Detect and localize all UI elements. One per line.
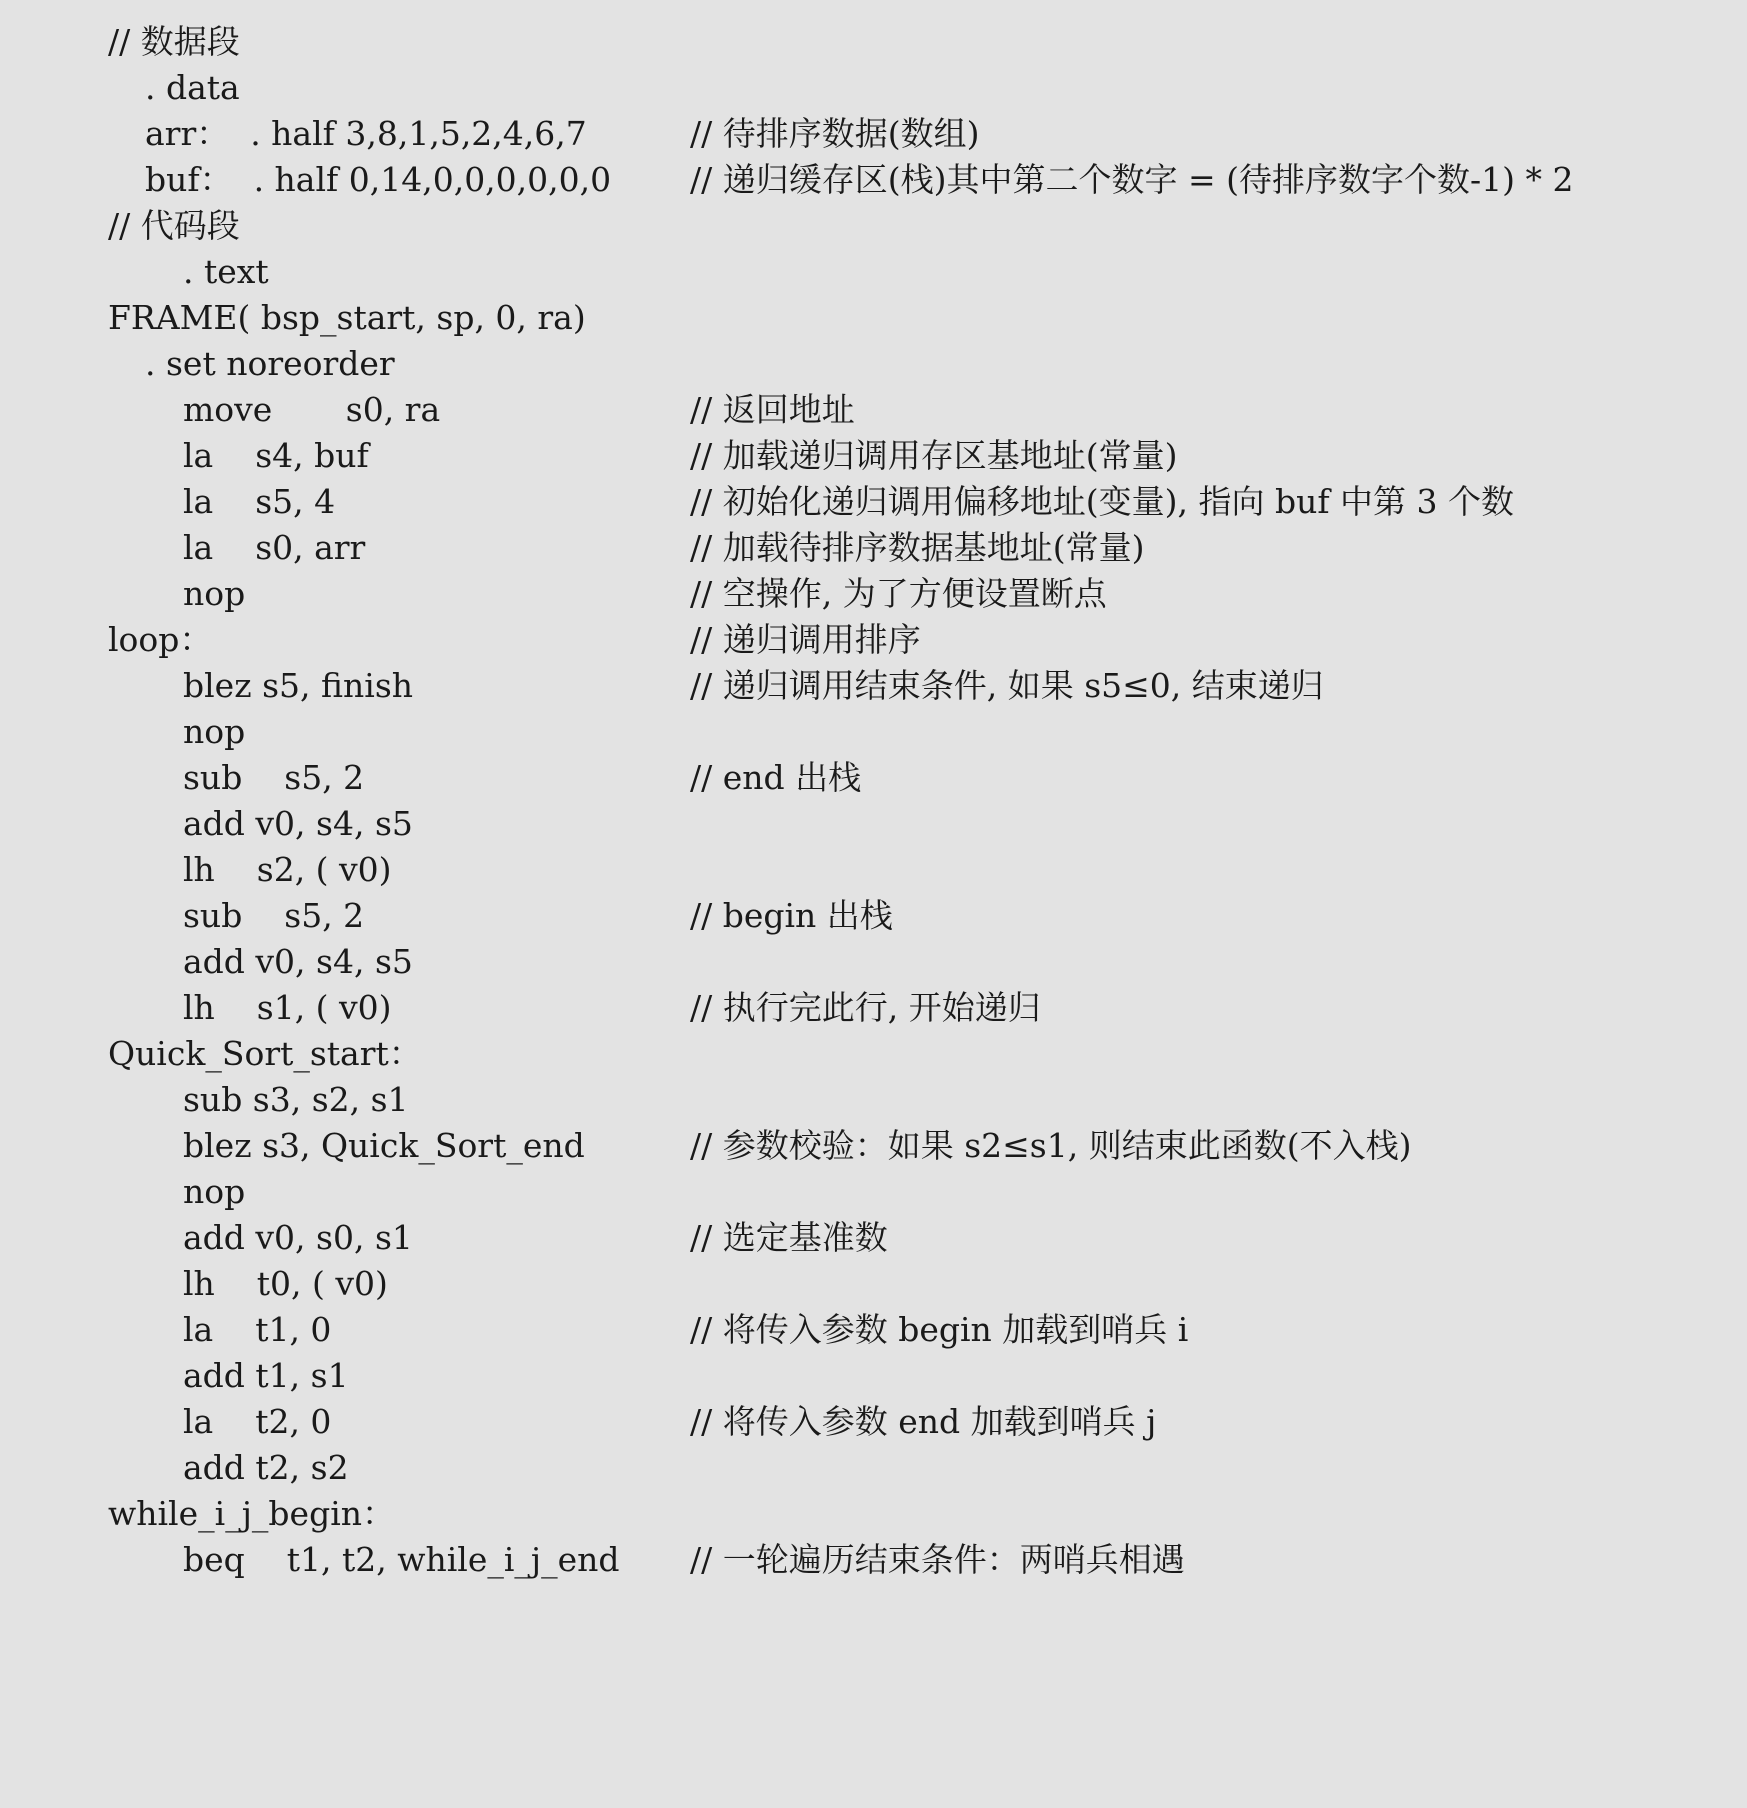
code-line	[0, 430, 1747, 482]
code-line	[0, 1120, 1747, 1172]
code-comment: // 加载待排序数据基地址(常量)	[690, 528, 1145, 567]
code-line	[0, 1166, 1747, 1218]
code-line	[0, 154, 1747, 206]
code-comment: // 空操作, 为了方便设置断点	[690, 574, 1107, 613]
code-text: blez s3, Quick_Sort_end	[183, 1126, 585, 1165]
code-comment: // begin 出栈	[690, 896, 893, 935]
code-line	[0, 522, 1747, 574]
code-text: add v0, s0, s1	[183, 1218, 413, 1257]
code-comment: // 递归调用排序	[690, 620, 921, 659]
code-text: nop	[183, 574, 246, 613]
code-line	[0, 706, 1747, 758]
code-comment: // 待排序数据(数组)	[690, 114, 980, 153]
code-comment: // 参数校验：如果 s2≤s1, 则结束此函数(不入栈)	[690, 1126, 1412, 1165]
code-line	[0, 1488, 1747, 1540]
code-line	[0, 476, 1747, 528]
code-line	[0, 568, 1747, 620]
code-line	[0, 1258, 1747, 1310]
code-line	[0, 798, 1747, 850]
code-line	[0, 1442, 1747, 1494]
code-text: move s0, ra	[183, 390, 441, 429]
code-comment: // 一轮遍历结束条件：两哨兵相遇	[690, 1540, 1185, 1579]
code-text: add t2, s2	[183, 1448, 349, 1487]
code-text: sub s3, s2, s1	[183, 1080, 409, 1119]
code-line	[0, 1304, 1747, 1356]
code-line	[0, 936, 1747, 988]
code-text: nop	[183, 712, 246, 751]
code-line	[0, 982, 1747, 1034]
code-comment: // end 出栈	[690, 758, 862, 797]
code-line	[0, 1396, 1747, 1448]
code-text: la t2, 0	[183, 1402, 332, 1441]
code-text: arr： . half 3,8,1,5,2,4,6,7	[145, 114, 587, 153]
code-text: sub s5, 2	[183, 896, 365, 935]
code-text: blez s5, finish	[183, 666, 414, 705]
code-comment: // 加载递归调用存区基地址(常量)	[690, 436, 1178, 475]
code-text: // 代码段	[108, 206, 240, 245]
code-line	[0, 200, 1747, 252]
code-text: loop：	[108, 620, 213, 659]
code-line	[0, 62, 1747, 114]
code-text: add v0, s4, s5	[183, 942, 413, 981]
code-comment: // 递归缓存区(栈)其中第二个数字 = (待排序数字个数-1) * 2	[690, 160, 1574, 199]
code-line	[0, 1534, 1747, 1586]
code-comment: // 执行完此行, 开始递归	[690, 988, 1041, 1027]
code-line	[0, 246, 1747, 298]
code-text: add v0, s4, s5	[183, 804, 413, 843]
code-text: la s0, arr	[183, 528, 366, 567]
code-line	[0, 1028, 1747, 1080]
code-comment: // 返回地址	[690, 390, 855, 429]
code-line	[0, 1212, 1747, 1264]
code-text: beq t1, t2, while_i_j_end	[183, 1540, 620, 1579]
code-text: . data	[145, 68, 240, 107]
code-line	[0, 338, 1747, 390]
code-line	[0, 16, 1747, 68]
code-line	[0, 108, 1747, 160]
code-comment: // 初始化递归调用偏移地址(变量), 指向 buf 中第 3 个数	[690, 482, 1515, 521]
code-text: while_i_j_begin：	[108, 1494, 396, 1533]
code-text: buf： . half 0,14,0,0,0,0,0,0	[145, 160, 612, 199]
code-line	[0, 292, 1747, 344]
code-text: add t1, s1	[183, 1356, 349, 1395]
code-text: lh s1, ( v0)	[183, 988, 392, 1027]
code-text: . text	[183, 252, 269, 291]
code-comment: // 将传入参数 begin 加载到哨兵 i	[690, 1310, 1189, 1349]
code-text: Quick_Sort_start：	[108, 1034, 422, 1073]
code-text: la t1, 0	[183, 1310, 332, 1349]
code-line	[0, 660, 1747, 712]
code-text: . set noreorder	[145, 344, 395, 383]
code-text: // 数据段	[108, 22, 240, 61]
code-text: sub s5, 2	[183, 758, 365, 797]
code-line	[0, 1350, 1747, 1402]
code-text: la s4, buf	[183, 436, 369, 475]
code-line	[0, 752, 1747, 804]
code-text: lh s2, ( v0)	[183, 850, 392, 889]
code-text: FRAME( bsp_start, sp, 0, ra)	[108, 298, 586, 337]
code-line	[0, 614, 1747, 666]
code-comment: // 选定基准数	[690, 1218, 888, 1257]
code-text: la s5, 4	[183, 482, 336, 521]
code-line	[0, 384, 1747, 436]
code-line	[0, 890, 1747, 942]
code-line	[0, 844, 1747, 896]
code-comment: // 将传入参数 end 加载到哨兵 j	[690, 1402, 1157, 1441]
code-text: nop	[183, 1172, 246, 1211]
code-text: lh t0, ( v0)	[183, 1264, 388, 1303]
code-line	[0, 1074, 1747, 1126]
code-comment: // 递归调用结束条件, 如果 s5≤0, 结束递归	[690, 666, 1324, 705]
